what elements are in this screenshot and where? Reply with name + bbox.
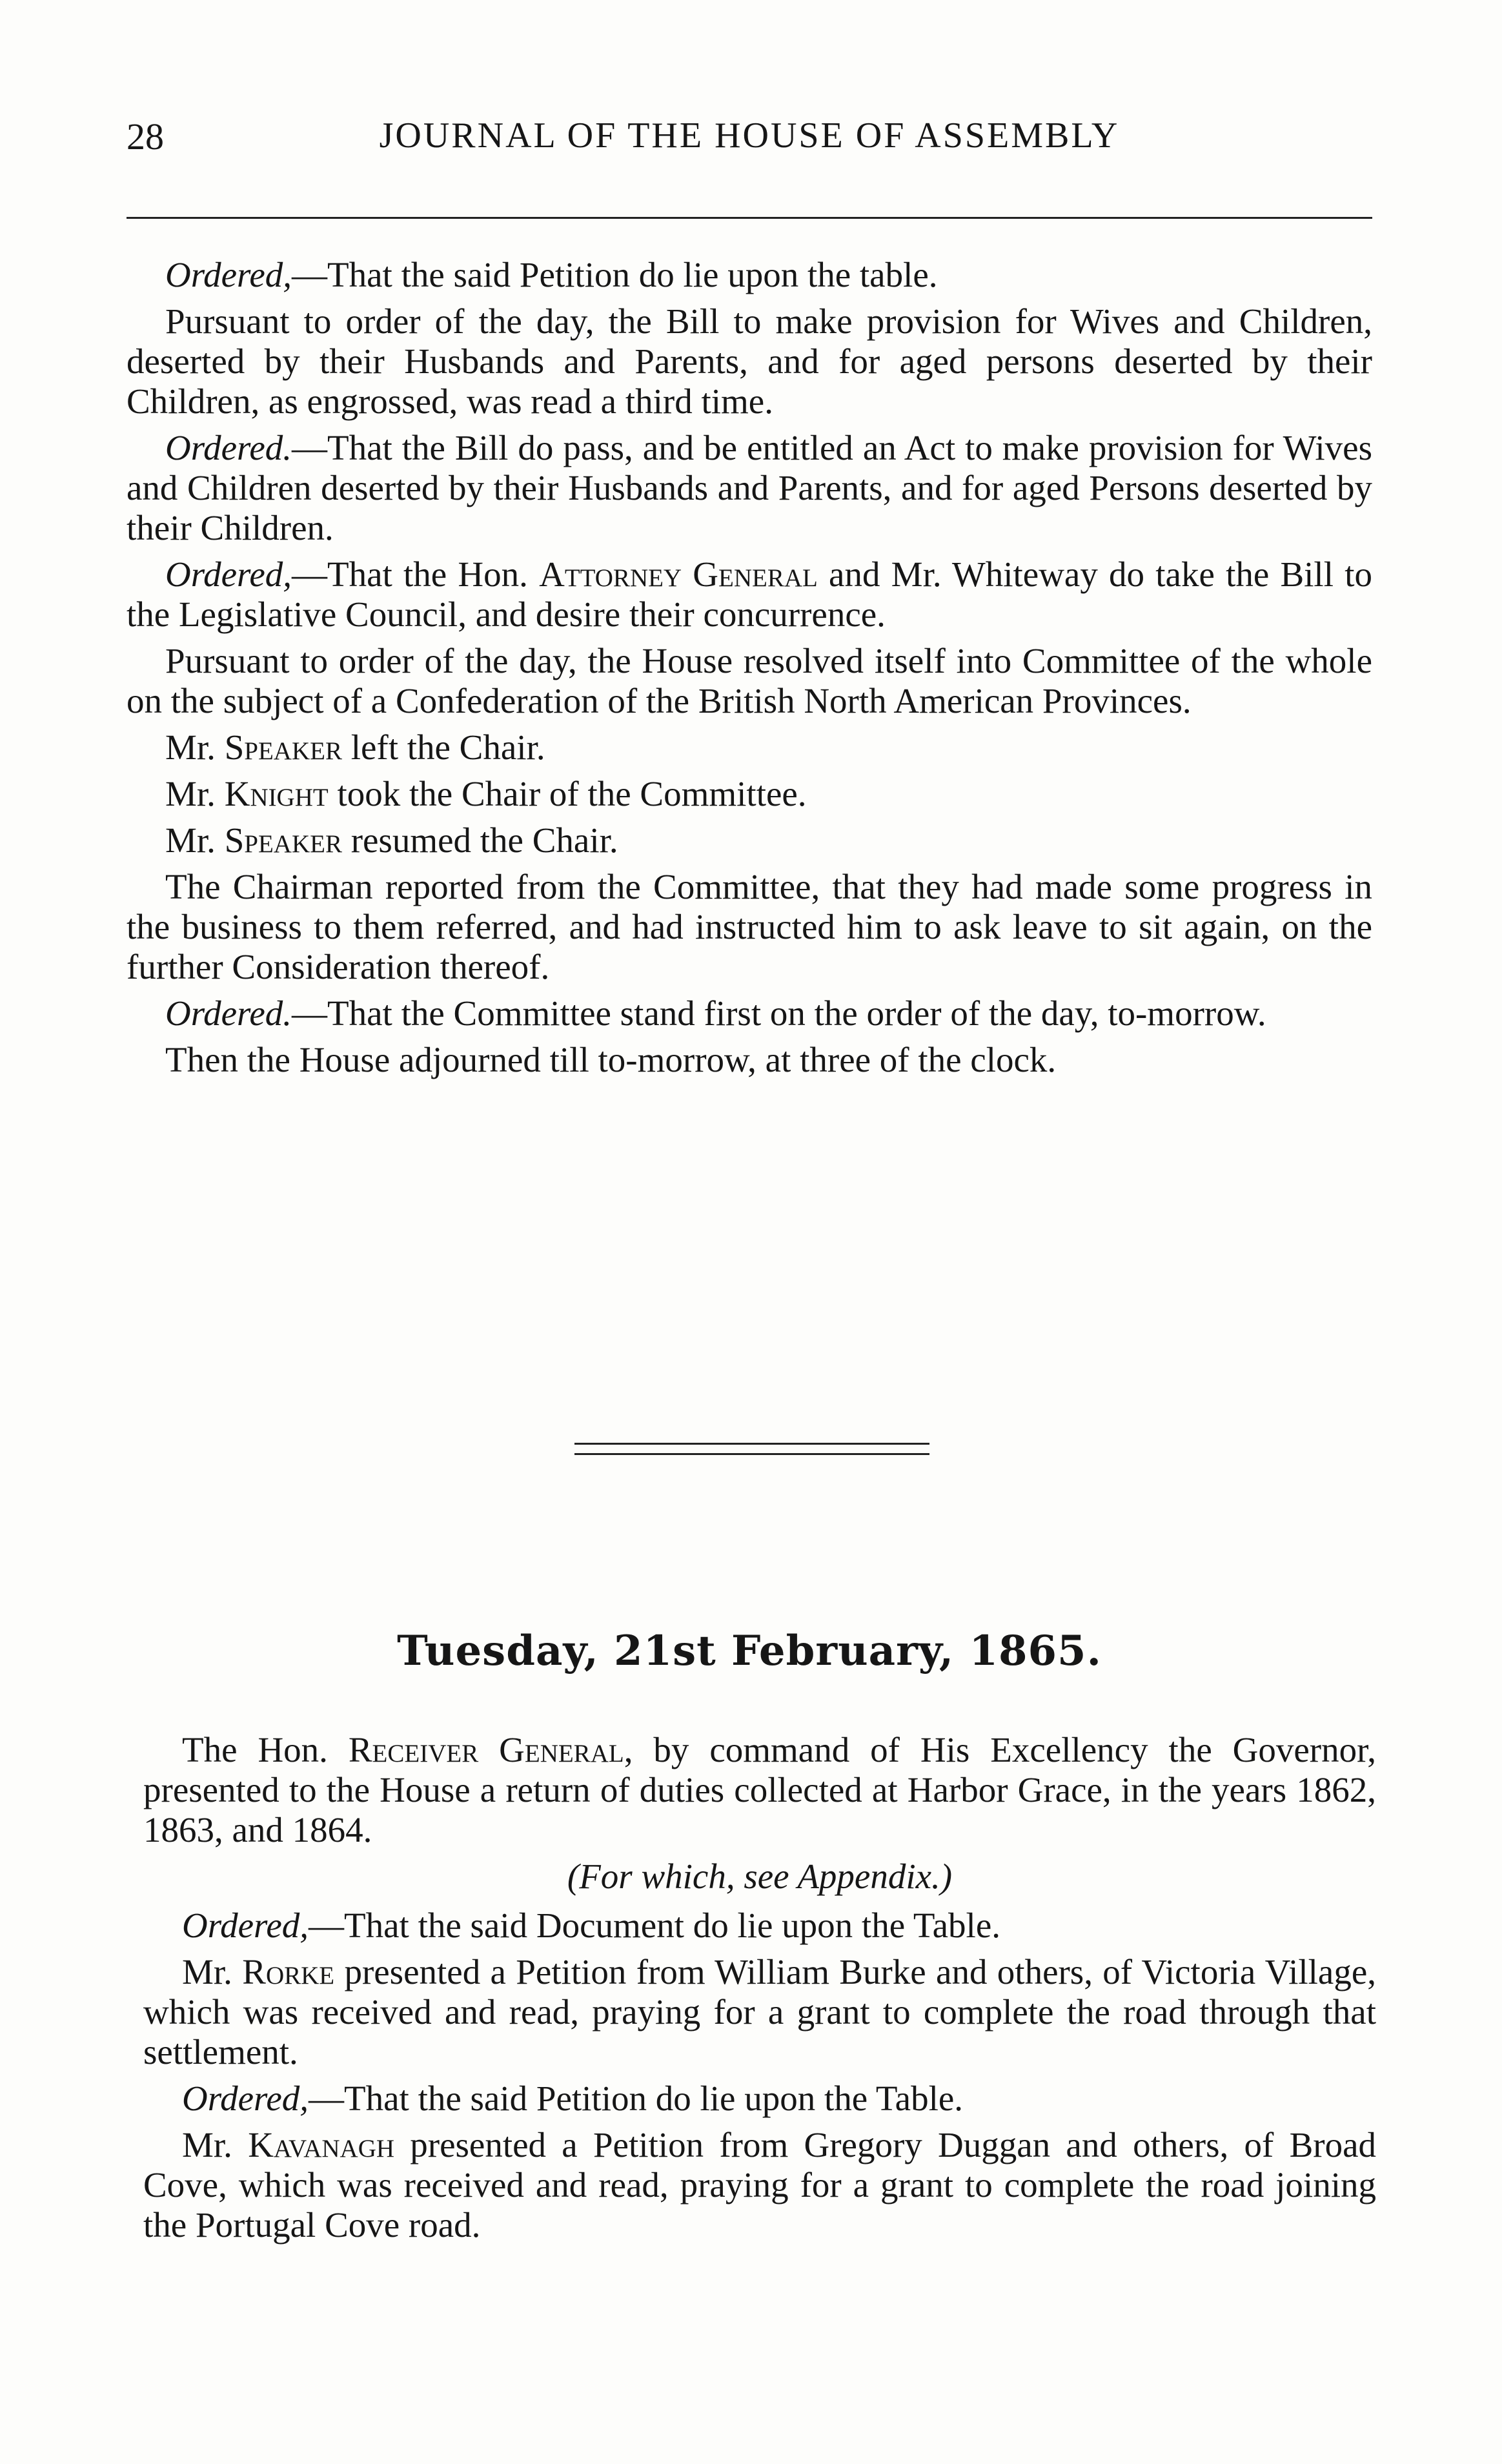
entry-text: Pursuant to order of the day, the House resolved itself into Committee of the whole on the subject of a Confederation of the British North American Provinces. xyxy=(127,641,1372,720)
entry-rorke-petition xyxy=(143,1952,1376,2072)
entry-text: , by command of His Excellency the Governor, presented to the House a return of duties collected at Harbor Grace, in the years 1862, 1863, and 1864. xyxy=(143,1730,1376,1849)
entry-text: —That the said Petition do lie upon the Table. xyxy=(309,2079,964,2118)
entry-ordered-committee-first xyxy=(127,993,1372,1033)
entry-text: —That the Committee stand first on the order of the day, to-morrow. xyxy=(292,993,1266,1033)
entry-adjournment xyxy=(127,1040,1372,1080)
proceedings-new-day xyxy=(143,1730,1376,2252)
entry-lead: Ordered, xyxy=(165,555,292,594)
entry-text: Then the House adjourned till to-morrow, at three of the clock. xyxy=(165,1040,1057,1079)
entry-text: Mr. xyxy=(182,2125,249,2164)
member-name: Attorney General xyxy=(539,555,818,594)
entry-text: Mr. xyxy=(165,728,225,767)
entry-ordered-petition-lie xyxy=(143,2079,1376,2119)
entry-text: Mr. xyxy=(182,1952,243,1991)
entry-committee-confederation xyxy=(127,641,1372,721)
member-name: Rorke xyxy=(242,1952,335,1991)
entry-receiver-general-return xyxy=(143,1730,1376,1850)
entry-text: Mr. xyxy=(165,774,225,813)
running-head: JOURNAL OF THE HOUSE OF ASSEMBLY xyxy=(379,116,1120,156)
entry-lead: Ordered, xyxy=(182,1906,309,1945)
entry-text: left the Chair. xyxy=(341,728,545,767)
entry-text: Mr. xyxy=(165,820,225,860)
entry-text: presented a Petition from William Burke and others, of Victoria Village, which was received and read, praying for a grant to complete the road through that settlement. xyxy=(143,1952,1376,2072)
entry-chairman-report xyxy=(127,867,1372,987)
entry-text: —That the Hon. xyxy=(292,555,540,594)
entry-text: presented a Petition from Gregory Duggan and others, of Broad Cove, which was received and read, praying for a grant to complete the road joining the Portugal Cove road. xyxy=(143,2125,1377,2245)
entry-ordered-document-table xyxy=(143,1906,1376,1946)
member-name: Speaker xyxy=(224,728,342,767)
divider-line-bottom xyxy=(574,1453,929,1455)
divider-line-top xyxy=(574,1443,929,1445)
entry-lead: Ordered. xyxy=(165,993,292,1033)
member-name: Knight xyxy=(224,774,329,813)
date-heading: Tuesday, 21st February, 1865. xyxy=(397,1627,1102,1675)
entry-lead: Ordered, xyxy=(165,255,292,294)
section-divider xyxy=(574,1443,929,1457)
member-name: Kavanagh xyxy=(248,2125,395,2164)
entry-text: The Chairman reported from the Committee, that they had made some progress in the business to them referred, and had instructed him to ask leave to sit again, on the further Consideration thereof. xyxy=(127,867,1372,986)
entry-text: The Hon. xyxy=(182,1730,349,1769)
proceedings-continued xyxy=(127,255,1372,1086)
entry-speaker-resumed xyxy=(127,820,1372,860)
entry-ordered-petition-table xyxy=(127,255,1372,295)
entry-bill-third-reading xyxy=(127,301,1372,422)
header-rule xyxy=(127,217,1372,219)
page-number: 28 xyxy=(127,116,164,158)
entry-text: took the Chair of the Committee. xyxy=(328,774,807,813)
entry-lead: Ordered, xyxy=(182,2079,309,2118)
entry-text: and Mr. Whiteway do take the Bill to the Legislative Council, and desire their concurrence. xyxy=(127,555,1372,634)
entry-ordered-legislative-council xyxy=(127,555,1372,635)
page-header xyxy=(127,115,1372,160)
entry-text: —That the said Document do lie upon the Table. xyxy=(309,1906,1000,1945)
entry-text: —That the said Petition do lie upon the table. xyxy=(292,255,938,294)
entry-kavanagh-petition xyxy=(143,2125,1376,2245)
entry-knight-chair xyxy=(127,774,1372,814)
entry-lead: Ordered. xyxy=(165,428,292,467)
appendix-note: (For which, see Appendix.) xyxy=(567,1857,953,1896)
member-name: Speaker xyxy=(224,820,342,860)
entry-ordered-bill-pass xyxy=(127,428,1372,548)
entry-text: Pursuant to order of the day, the Bill to make provision for Wives and Children, deserted by their Husbands and Parents, and for aged persons deserted by their Children, as engrossed, was read a third time. xyxy=(127,301,1372,421)
entry-text: —That the Bill do pass, and be entitled an Act to make provision for Wives and Children deserted by their Husbands and Parents, and for aged Persons deserted by their Children. xyxy=(127,428,1372,547)
member-name: Receiver General xyxy=(348,1730,624,1769)
entry-speaker-left xyxy=(127,728,1372,768)
entry-text: resumed the Chair. xyxy=(341,820,618,860)
